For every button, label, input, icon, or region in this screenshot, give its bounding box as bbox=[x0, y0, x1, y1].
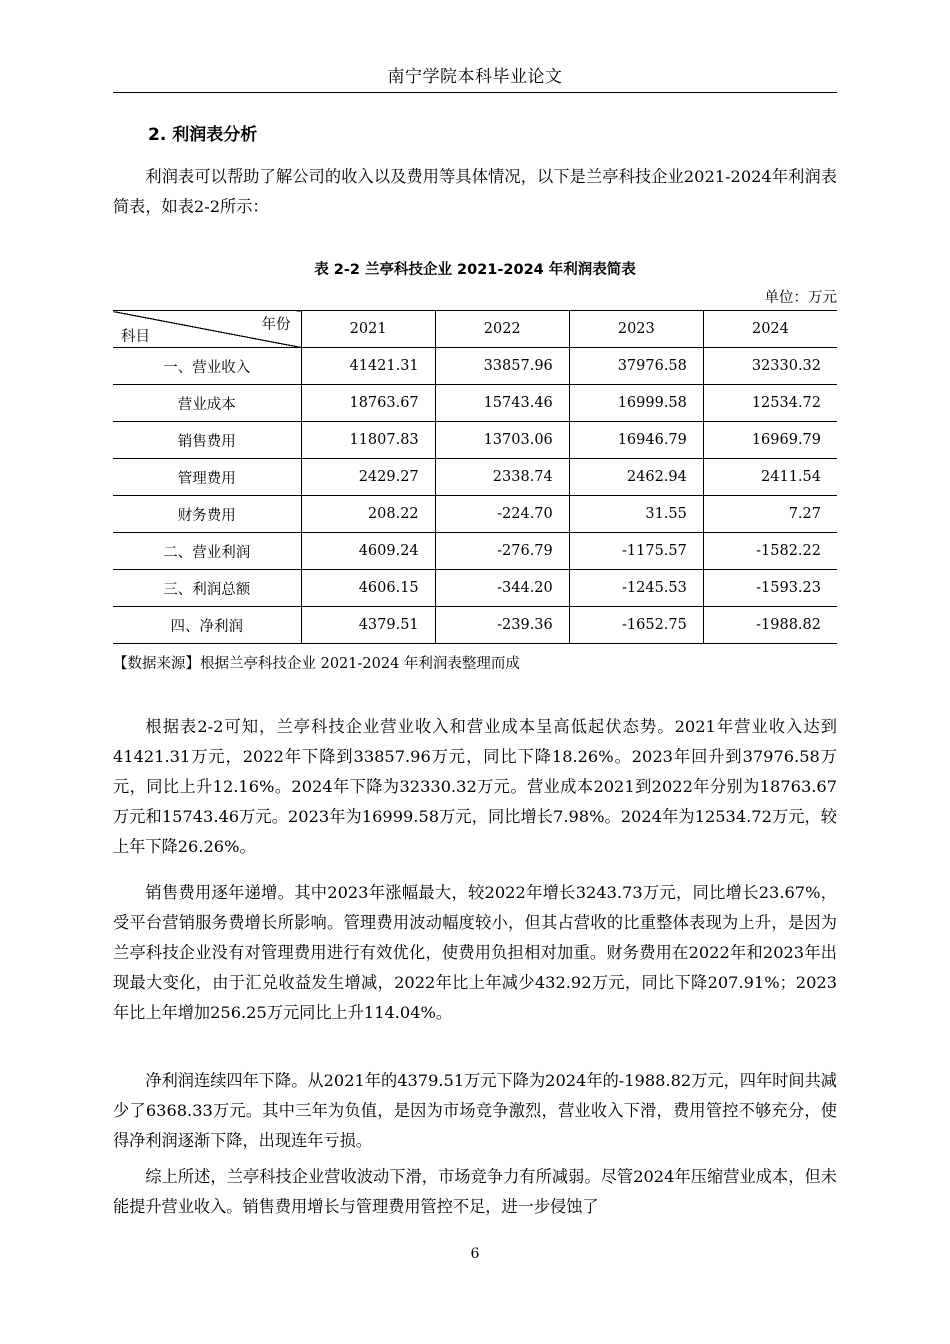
table-row bbox=[113, 385, 837, 422]
year-header: 2021 bbox=[301, 311, 435, 348]
table-cell: 7.27 bbox=[703, 496, 837, 533]
table-unit: 单位：万元 bbox=[764, 290, 837, 306]
table-cell: 33857.96 bbox=[435, 348, 569, 385]
corner-cell bbox=[113, 311, 301, 348]
table-cell: -1988.82 bbox=[703, 607, 837, 644]
row-label: 二、营业利润 bbox=[113, 533, 301, 570]
table-cell: -1175.57 bbox=[569, 533, 703, 570]
table-cell: 4609.24 bbox=[301, 533, 435, 570]
table-cell: 12534.72 bbox=[703, 385, 837, 422]
table-header-row bbox=[113, 311, 837, 348]
table-cell: 208.22 bbox=[301, 496, 435, 533]
year-header: 2024 bbox=[703, 311, 837, 348]
analysis-paragraph: 销售费用逐年递增。其中2023年涨幅最大，较2022年增长3243.73万元，同比增长23.67%，受平台营销服务费增长所影响。管理费用波动幅度较小，但其占营收的比重整体表现为上升，是因为兰亭科技企业没有对管理费用进行有效优化，使费用负担相对加重。财务费用在2022年和2023年出现最大变化，由于汇兑收益发生增减，2022年比上年减少432.92万元，同比下降207.91%；2023年比上年增加256.25万元同比上升114.04%。 bbox=[113, 883, 837, 1022]
table-cell: -1652.75 bbox=[569, 607, 703, 644]
header-rule bbox=[113, 92, 837, 93]
page-number: 6 bbox=[470, 1246, 480, 1262]
table-cell: -239.36 bbox=[435, 607, 569, 644]
corner-year-label: 年份 bbox=[261, 317, 291, 333]
table-cell: 4379.51 bbox=[301, 607, 435, 644]
table-cell: 11807.83 bbox=[301, 422, 435, 459]
table-cell: -1582.22 bbox=[703, 533, 837, 570]
table-cell: -276.79 bbox=[435, 533, 569, 570]
table-cell: 2338.74 bbox=[435, 459, 569, 496]
section-title: 2. 利润表分析 bbox=[148, 125, 258, 145]
row-label: 三、利润总额 bbox=[113, 570, 301, 607]
table-row bbox=[113, 496, 837, 533]
table-row bbox=[113, 533, 837, 570]
table-row bbox=[113, 459, 837, 496]
table-cell: -344.20 bbox=[435, 570, 569, 607]
table-cell: 13703.06 bbox=[435, 422, 569, 459]
row-label: 营业成本 bbox=[113, 385, 301, 422]
income-statement-table bbox=[113, 310, 837, 644]
table-source-note: 【数据来源】根据兰亭科技企业 2021-2024 年利润表整理而成 bbox=[113, 656, 520, 672]
table-cell: 4606.15 bbox=[301, 570, 435, 607]
table-cell: 32330.32 bbox=[703, 348, 837, 385]
table-cell: -1593.23 bbox=[703, 570, 837, 607]
table-cell: 18763.67 bbox=[301, 385, 435, 422]
table-caption: 表 2-2 兰亭科技企业 2021-2024 年利润表简表 bbox=[314, 262, 636, 278]
intro-paragraph: 利润表可以帮助了解公司的收入以及费用等具体情况，以下是兰亭科技企业2021-2024年利润表简表，如表2-2所示： bbox=[113, 167, 837, 216]
table-cell: 2462.94 bbox=[569, 459, 703, 496]
analysis-paragraph: 净利润连续四年下降。从2021年的4379.51万元下降为2024年的-1988.82万元，四年时间共减少了6368.33万元。其中三年为负值，是因为市场竞争激烈，营业收入下滑，费用管控不够充分，使得净利润逐渐下降，出现连年亏损。 bbox=[113, 1071, 837, 1150]
table-cell: 2429.27 bbox=[301, 459, 435, 496]
row-label: 财务费用 bbox=[113, 496, 301, 533]
table-cell: 15743.46 bbox=[435, 385, 569, 422]
year-header: 2023 bbox=[569, 311, 703, 348]
table-row bbox=[113, 607, 837, 644]
analysis-paragraph: 根据表2-2可知，兰亭科技企业营业收入和营业成本呈高低起伏态势。2021年营业收入达到41421.31万元，2022年下降到33857.96万元，同比下降18.26%。2023年回升到37976.58万元，同比上升12.16%。2024年下降为32330.32万元。营业成本2021到2022年分别为18763.67万元和15743.46万元。2023年为16999.58万元，同比增长7.98%。2024年为12534.72万元，较上年下降26.26%。 bbox=[113, 717, 837, 856]
table-row bbox=[113, 570, 837, 607]
row-label: 销售费用 bbox=[113, 422, 301, 459]
corner-item-label: 科目 bbox=[121, 329, 150, 345]
table-cell: 16969.79 bbox=[703, 422, 837, 459]
row-label: 一、营业收入 bbox=[113, 348, 301, 385]
table-cell: 37976.58 bbox=[569, 348, 703, 385]
table-cell: 2411.54 bbox=[703, 459, 837, 496]
analysis-paragraph: 综上所述，兰亭科技企业营收波动下滑，市场竞争力有所减弱。尽管2024年压缩营业成本，但未能提升营业收入。销售费用增长与管理费用管控不足，进一步侵蚀了 bbox=[113, 1167, 837, 1216]
table-cell: 16946.79 bbox=[569, 422, 703, 459]
page-header: 南宁学院本科毕业论文 bbox=[387, 67, 563, 87]
table-cell: 41421.31 bbox=[301, 348, 435, 385]
row-label: 四、净利润 bbox=[113, 607, 301, 644]
table-row bbox=[113, 422, 837, 459]
table-cell: -1245.53 bbox=[569, 570, 703, 607]
year-header: 2022 bbox=[435, 311, 569, 348]
table-row bbox=[113, 348, 837, 385]
row-label: 管理费用 bbox=[113, 459, 301, 496]
table-cell: 16999.58 bbox=[569, 385, 703, 422]
table-cell: -224.70 bbox=[435, 496, 569, 533]
table-cell: 31.55 bbox=[569, 496, 703, 533]
